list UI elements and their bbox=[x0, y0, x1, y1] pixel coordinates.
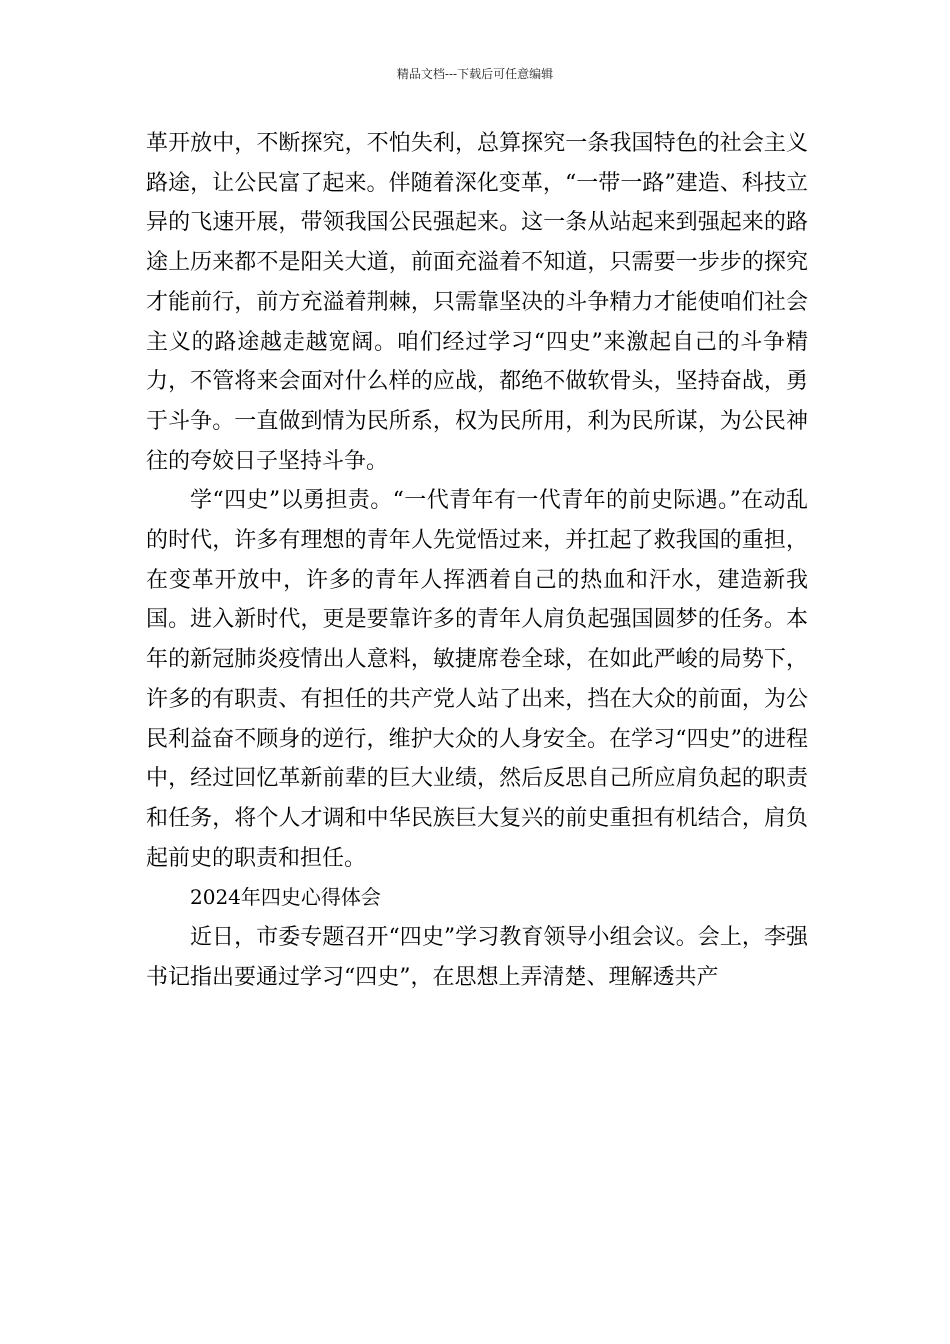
paragraph-continuation: 革开放中，不断探究，不怕失利，总算探究一条我国特色的社会主义路途，让公民富了起来。伴随着深化变革，“一带一路”建造、科技立异的飞速开展，带领我国公民强起来。这一条从站起来到强起来的路途上历来都不是阳关大道，前面充溢着不知道，只需要一步步的探究才能前行，前方充溢着荆棘，只需靠坚决的斗争精力才能使咱们社会主义的路途越走越宽阔。咱们经过学习“四史”来激起自己的斗争精力，不管将来会面对什么样的应战，都绝不做软骨头，坚持奋战，勇于斗争。一直做到情为民所系，权为民所用，利为民所谋，为公民神往的夸姣日子坚持斗争。 bbox=[146, 131, 808, 474]
section-heading: 2024年四史心得体会 bbox=[190, 885, 381, 910]
document-body bbox=[146, 124, 808, 997]
paragraph-responsibility: 学“四史”以勇担责。“一代青年有一代青年的前史际遇。”在动乱的时代，许多有理想的青年人先觉悟过来，并扛起了救我国的重担，在变革开放中，许多的青年人挥洒着自己的热血和汗水，建造新我国。进入新时代，更是要靠许多的青年人肩负起强国圆梦的任务。本年的新冠肺炎疫情出人意料，敏捷席卷全球，在如此严峻的局势下，许多的有职责、有担任的共产党人站了出来，挡在大众的前面，为公民利益奋不顾身的逆行，维护大众的人身安全。在学习“四史”的进程中，经过回忆革新前辈的巨大业绩，然后反思自己所应肩负起的职责和任务，将个人才调和中华民族巨大复兴的前史重担有机结合，肩负起前史的职责和担任。 bbox=[146, 488, 808, 871]
paragraph-meeting: 近日，市委专题召开“四史”学习教育领导小组会议。会上，李强书记指出要通过学习“四史”，在思想上弄清楚、理解透共产 bbox=[146, 925, 808, 990]
page-header: 精品文档---下载后可任意编辑 bbox=[396, 67, 554, 81]
